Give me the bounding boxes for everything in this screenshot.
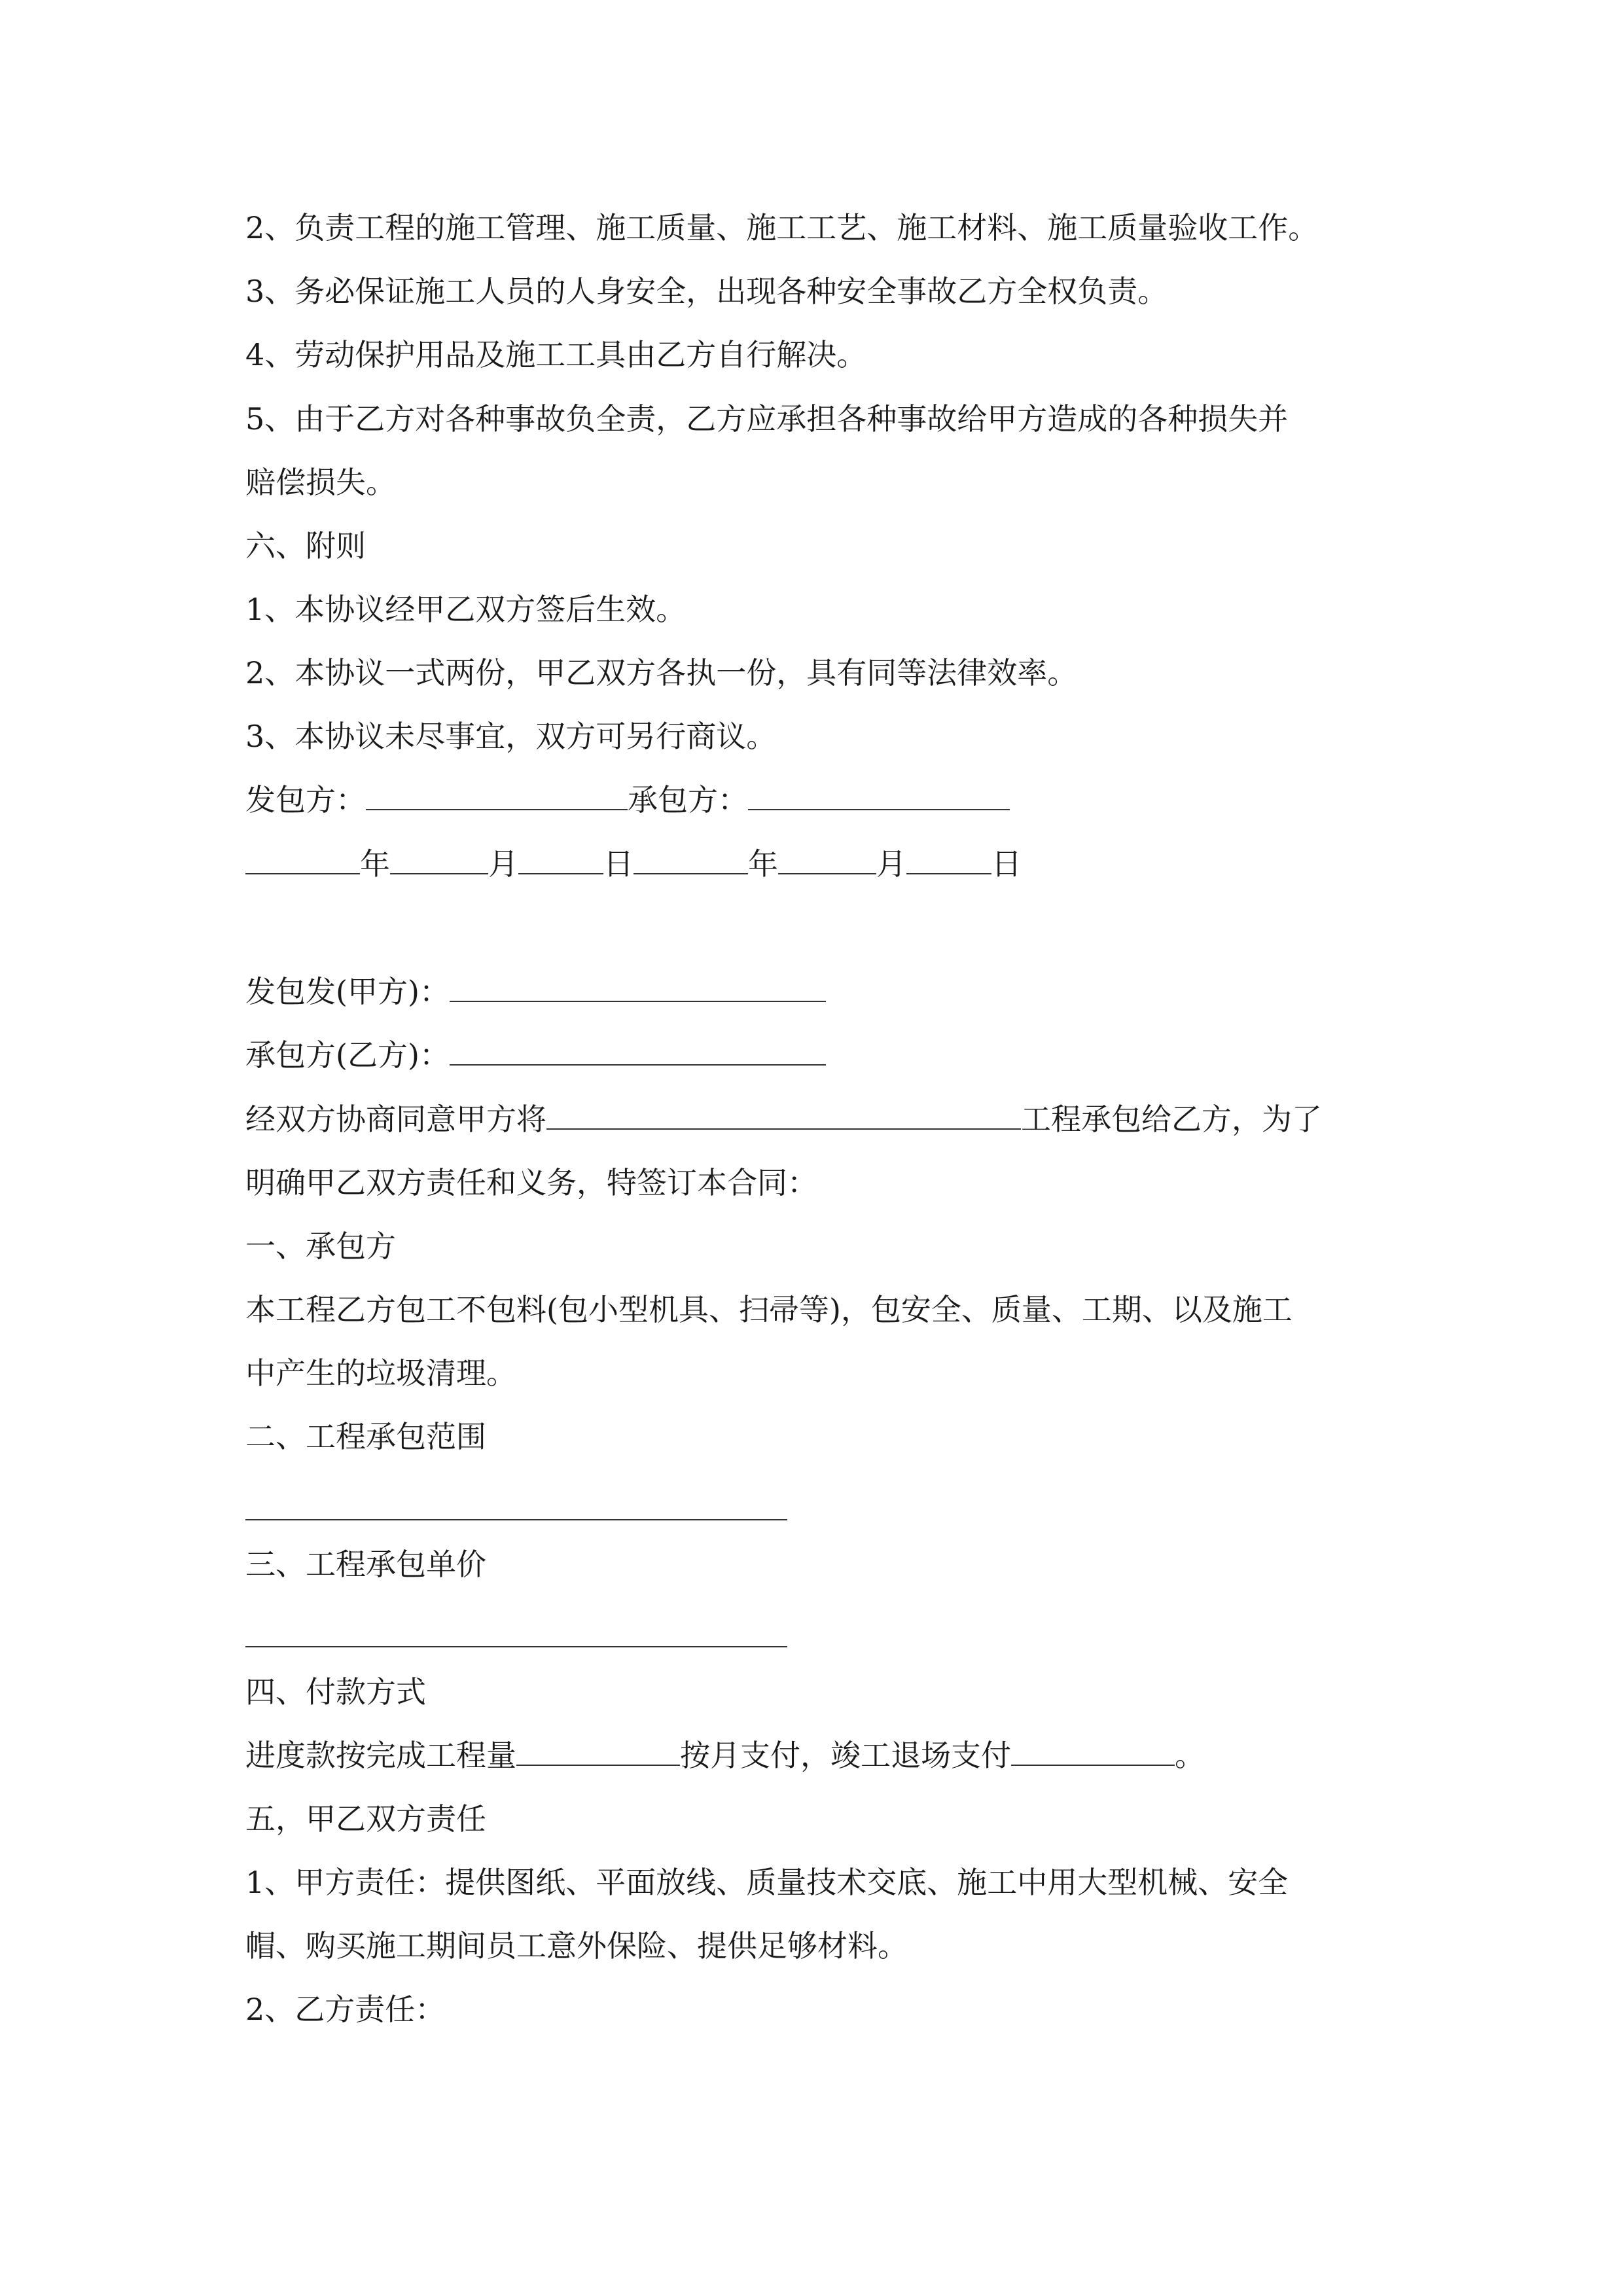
section-1-title: 一、承包方 [245, 1229, 396, 1264]
party-b-duties: 2、乙方责任： [245, 1992, 446, 2027]
date-year-field-2[interactable] [633, 844, 748, 874]
date-day-field-1[interactable] [518, 844, 603, 874]
party-b-field[interactable] [450, 1035, 826, 1066]
date-month-field-2[interactable] [778, 844, 876, 874]
clause-3-safety: 3、务必保证施工人员的人身安全，出现各种安全事故乙方全权负责。 [245, 274, 1168, 309]
party-a-label: 发包发(甲方)： [245, 974, 450, 1009]
day-label-1: 日 [603, 846, 633, 882]
fabao-label: 发包方： [245, 782, 366, 817]
chengbao-signature-field[interactable] [748, 780, 1010, 810]
payment-text-c: 。 [1175, 1738, 1205, 1773]
annex-clause-3: 3、本协议未尽事宜，双方可另行商议。 [245, 719, 777, 754]
scope-fill-line[interactable] [245, 1519, 787, 1520]
progress-payment-field[interactable] [516, 1736, 680, 1766]
day-label-2: 日 [991, 846, 1022, 882]
year-label-2: 年 [748, 846, 778, 882]
section-2-title: 二、工程承包范围 [245, 1419, 486, 1454]
year-label-1: 年 [360, 846, 390, 882]
intro-text-a: 经双方协商同意甲方将 [245, 1102, 546, 1137]
project-name-field[interactable] [546, 1100, 1021, 1130]
unit-price-fill-line[interactable] [245, 1646, 787, 1647]
section-5-title: 五，甲乙双方责任 [245, 1801, 486, 1837]
section-1-text-cont: 中产生的垃圾清理。 [245, 1355, 516, 1391]
month-label-2: 月 [876, 846, 906, 882]
section-4-title: 四、付款方式 [245, 1674, 426, 1710]
clause-5-liability-cont: 赔偿损失。 [245, 465, 396, 500]
intro-line [245, 1100, 1322, 1139]
clause-4-protective-equipment: 4、劳动保护用品及施工工具由乙方自行解决。 [245, 337, 867, 372]
payment-text-a: 进度款按完成工程量 [245, 1738, 516, 1773]
clause-2-construction-management: 2、负责工程的施工管理、施工质量、施工工艺、施工材料、施工质量验收工作。 [245, 210, 1319, 245]
fabao-signature-field[interactable] [366, 780, 628, 810]
final-payment-field[interactable] [1011, 1736, 1175, 1766]
date-day-field-2[interactable] [906, 844, 991, 874]
section-3-title: 三、工程承包单价 [245, 1547, 486, 1582]
intro-line-cont: 明确甲乙双方责任和义务，特签订本合同： [245, 1165, 817, 1200]
payment-line [245, 1736, 1205, 1775]
payment-text-b: 按月支付，竣工退场支付 [680, 1738, 1011, 1773]
annex-clause-1: 1、本协议经甲乙双方签后生效。 [245, 592, 687, 627]
party-a-duties: 1、甲方责任：提供图纸、平面放线、质量技术交底、施工中用大型机械、安全 [245, 1865, 1289, 1900]
date-line [245, 844, 1022, 884]
signature-line [245, 780, 1010, 819]
chengbao-label: 承包方： [628, 782, 748, 817]
party-a-duties-cont: 帽、购买施工期间员工意外保险、提供足够材料。 [245, 1928, 908, 1964]
party-b-label: 承包方(乙方)： [245, 1037, 450, 1073]
date-year-field-1[interactable] [245, 844, 360, 874]
section-1-text: 本工程乙方包工不包料(包小型机具、扫帚等)，包安全、质量、工期、以及施工 [245, 1292, 1293, 1327]
party-a-field[interactable] [450, 972, 826, 1002]
intro-text-b: 工程承包给乙方，为了 [1021, 1102, 1322, 1137]
party-a-line [245, 972, 826, 1011]
date-month-field-1[interactable] [390, 844, 488, 874]
annex-clause-2: 2、本协议一式两份，甲乙双方各执一份，具有同等法律效率。 [245, 655, 1078, 691]
party-b-line [245, 1035, 826, 1075]
clause-5-liability: 5、由于乙方对各种事故负全责，乙方应承担各种事故给甲方造成的各种损失并 [245, 401, 1289, 437]
section-6-title: 六、附则 [245, 528, 366, 564]
month-label-1: 月 [488, 846, 518, 882]
